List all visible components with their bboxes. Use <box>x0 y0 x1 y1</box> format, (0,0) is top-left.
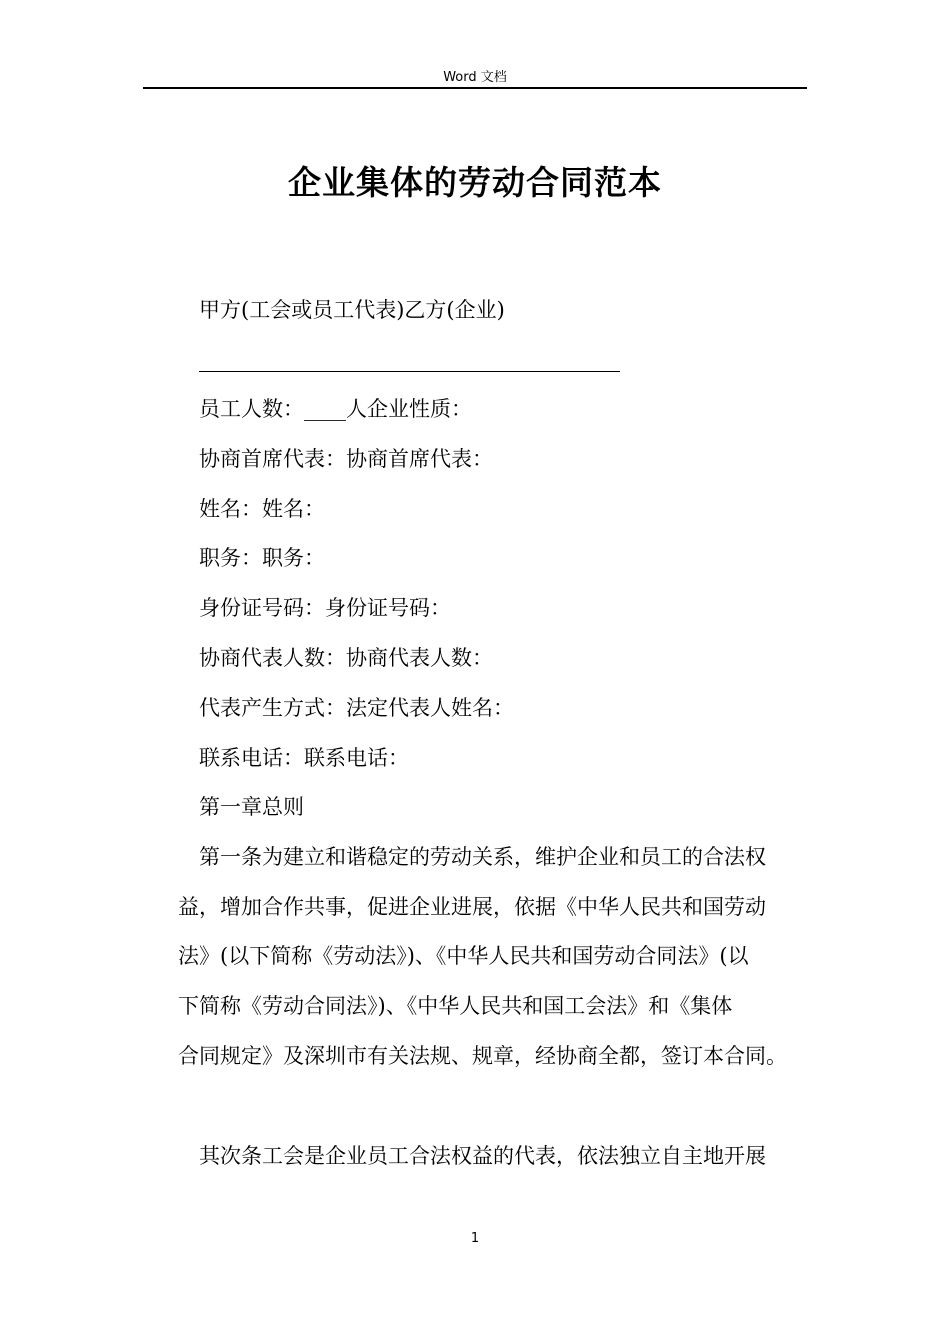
parties-line: 甲方(工会或员工代表)乙方(企业) <box>199 298 505 322</box>
field-line: 姓名：姓名： <box>199 497 325 521</box>
article-2-line: 其次条工会是企业员工合法权益的代表，依法独立自主地开展 <box>199 1144 766 1168</box>
field-line: 协商代表人数：协商代表人数： <box>199 646 493 670</box>
chapter-heading: 第一章总则 <box>199 795 304 819</box>
header-label: Word 文档 <box>443 70 507 85</box>
article-1-line: 下简称《劳动合同法》)、《中华人民共和国工会法》和《集体 <box>178 994 733 1018</box>
document-title: 企业集体的劳动合同范本 <box>288 163 662 202</box>
field-line: 代表产生方式：法定代表人姓名： <box>199 696 514 720</box>
article-1-line: 合同规定》及深圳市有关法规、规章，经协商全都，签订本合同。 <box>178 1044 787 1068</box>
field-line: 职务：职务： <box>199 546 325 570</box>
blank-underline <box>199 371 620 372</box>
header-divider <box>143 87 807 89</box>
article-1-line: 法》(以下简称《劳动法》)、《中华人民共和国劳动合同法》(以 <box>178 944 749 968</box>
field-line: 员工人数：____人企业性质： <box>199 397 472 421</box>
field-line: 联系电话：联系电话： <box>199 746 409 770</box>
page-number: 1 <box>470 1231 480 1246</box>
article-1-line: 第一条为建立和谐稳定的劳动关系，维护企业和员工的合法权 <box>199 845 766 869</box>
field-line: 身份证号码：身份证号码： <box>199 596 451 620</box>
field-line: 协商首席代表：协商首席代表： <box>199 447 493 471</box>
article-1-line: 益，增加合作共事，促进企业进展，依据《中华人民共和国劳动 <box>178 895 766 919</box>
